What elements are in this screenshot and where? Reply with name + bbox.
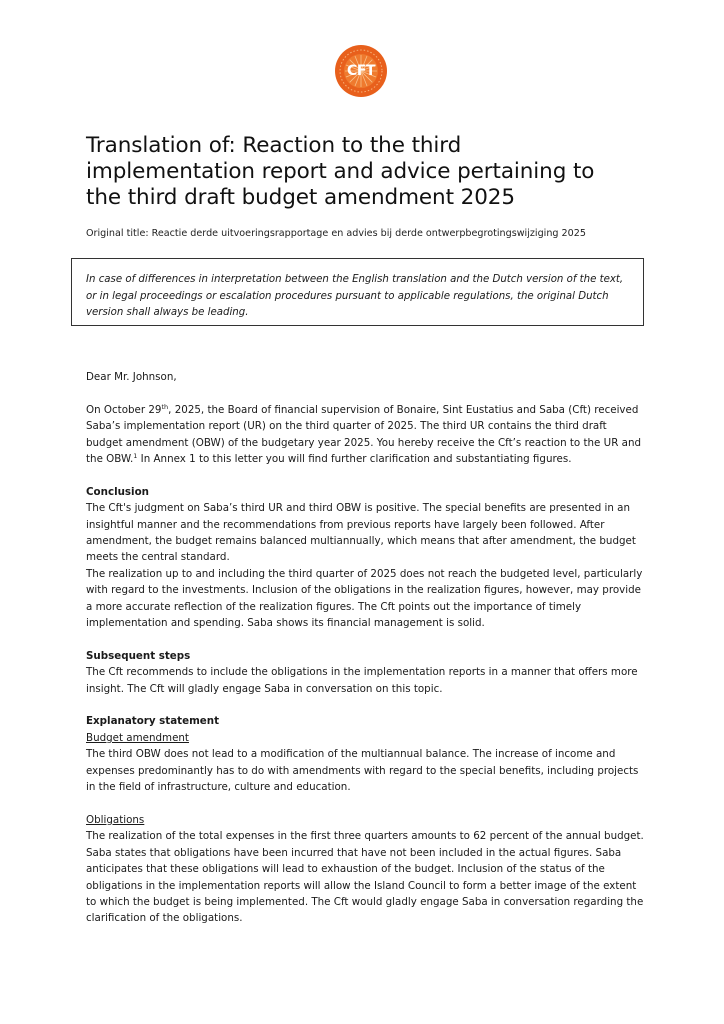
letter-body <box>86 369 646 927</box>
title-line-2: implementation report and advice pertaining to <box>86 159 595 184</box>
budget-amendment-paragraph: The third OBW does not lead to a modification of the multiannual balance. The increase of income and expenses predominantly has to do with amendments with regard to the special benefits, including projects in the field of infrastructure, culture and education. <box>86 748 639 794</box>
conclusion-paragraph-1: The Cft's judgment on Saba’s third UR and third OBW is positive. The special benefits are presented in an insightful manner and the recommendations from previous reports have largely been followed. After amendment, the budget remains balanced multiannually, which means that after amendment, the budget meets the central standard. <box>86 502 636 564</box>
budget-amendment-subheading: Budget amendment <box>86 731 189 744</box>
conclusion-paragraph-2: The realization up to and including the third quarter of 2025 does not reach the budgeted level, particularly with regard to the investments. Inclusion of the obligations in the realization figures, however, may provide a more accurate reflection of the realization figures. The Cft points out the importance of timely implementation and spending. Saba shows its financial management is solid. <box>86 567 643 630</box>
title-line-1: Translation of: Reaction to the third <box>86 133 462 158</box>
subsequent-steps-paragraph: The Cft recommends to include the obligations in the implementation reports in a manner that offers more insight. The Cft will gladly engage Saba in conversation on this topic. <box>86 666 638 695</box>
logo-text: CFT <box>347 63 375 79</box>
page-title <box>86 133 686 211</box>
translation-disclaimer-box: In case of differences in interpretation between the English translation and the Dutch version of the text, or in legal proceedings or escalation procedures pursuant to applicable regulations, the original Dutch version shall always be leading. <box>71 258 644 326</box>
obligations-paragraph: The realization of the total expenses in the first three quarters amounts to 62 percent of the annual budget. Saba states that obligations have been incurred that have not been included in the actual figures. Saba anticipates that these obligations will lead to exhaustion of the budget. Inclusion of the status of the obligations in the implementation reports will allow the Island Council to form a better image of the extent to which the budget is being implemented. The Cft would gladly engage Saba in conversation regarding the clarification of the obligations. <box>86 830 644 925</box>
obligations-subheading: Obligations <box>86 813 145 826</box>
footnote-ref[interactable]: 1 <box>133 452 138 461</box>
salutation: Dear Mr. Johnson, <box>86 371 177 383</box>
explanatory-statement-heading: Explanatory statement <box>86 715 220 728</box>
subsequent-steps-heading: Subsequent steps <box>86 649 191 662</box>
title-line-3: the third draft budget amendment 2025 <box>86 185 515 210</box>
conclusion-heading: Conclusion <box>86 485 149 498</box>
intro-paragraph: On October 29th, 2025, the Board of financial supervision of Bonaire, Sint Eustatius and Saba (Cft) received Saba’s implementation report (UR) on the third quarter of 2025. The third UR contains the third draft budget amendment (OBW) of the budgetary year 2025. You hereby receive the Cft’s reaction to the UR and the OBW.$^1$ In Annex 1 to this letter you will find further clarification and substantiating figures. <box>86 402 642 466</box>
cft-logo <box>335 45 387 97</box>
original-title: Original title: Reactie derde uitvoeringsrapportage en advies bij derde ontwerpbegrotingswijziging 2025 <box>86 228 586 239</box>
